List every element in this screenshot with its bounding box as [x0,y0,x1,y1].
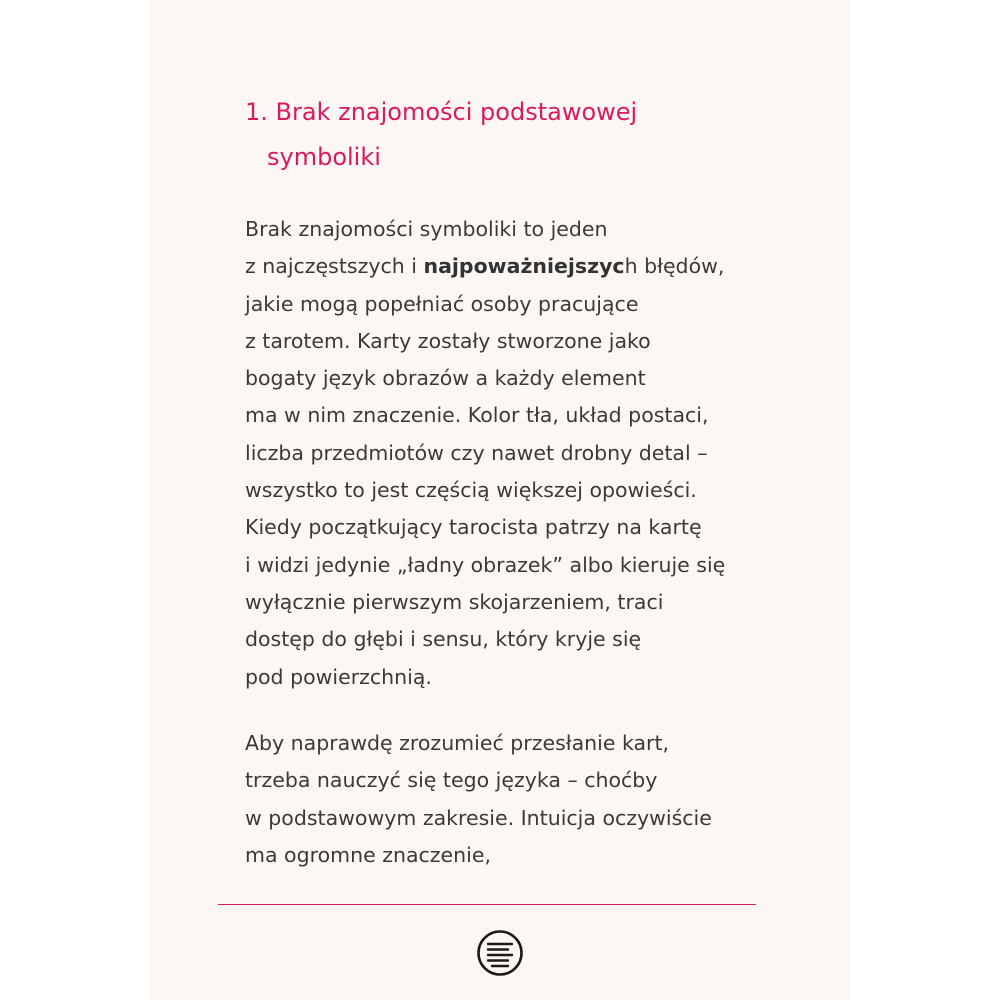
paragraph-2-line: Aby naprawdę zrozumieć przesłanie kart, [245,731,670,755]
paragraph-2-line: trzeba nauczyć się tego języka – choćby [245,768,658,793]
bold-text: najpoważniejszyc [423,254,625,279]
document-lines-icon [476,929,524,977]
heading-line-1: Brak znajomości podstawowej [275,98,638,126]
paragraph-1 [245,211,785,696]
paragraph-1-line [245,248,785,285]
paragraph-2-line: ma ogromne znaczenie, [245,842,491,867]
paragraph-2-line: w podstawowym zakresie. Intuicja oczywiście [245,805,712,830]
paragraph-1-line: z tarotem. Karty zostały stworzone jako [245,328,651,353]
paragraph-1-line: wyłącznie pierwszym skojarzeniem, traci [245,589,664,614]
heading-line-2: symboliki [267,143,381,171]
heading-number: 1. [245,98,268,126]
paragraph-1-line: liczba przedmiotów czy nawet drobny detal – [245,440,708,465]
paragraph-1-line: Brak znajomości symboliki to jeden [245,217,608,241]
section-heading [245,90,725,180]
text-run: z najczęstszych i [245,254,424,279]
document-page [150,0,850,1000]
paragraph-1-line: bogaty język obrazów a każdy element [245,366,646,391]
paragraph-2 [245,725,785,874]
paragraph-1-line: pod powierzchnią. [245,664,432,689]
footer-divider [218,904,756,905]
paragraph-1-line: i widzi jedynie „ładny obrazek” albo kieruje się [245,552,726,577]
text-run: h błędów, [624,254,725,279]
paragraph-1-line: dostęp do głębi i sensu, który kryje się [245,627,642,652]
paragraph-1-line: jakie mogą popełniać osoby pracujące [245,291,639,316]
paragraph-1-line: ma w nim znaczenie. Kolor tła, układ postaci, [245,403,709,428]
paragraph-1-line: Kiedy początkujący tarocista patrzy na kartę [245,515,702,540]
paragraph-1-line: wszystko to jest częścią większej opowieści. [245,478,697,503]
